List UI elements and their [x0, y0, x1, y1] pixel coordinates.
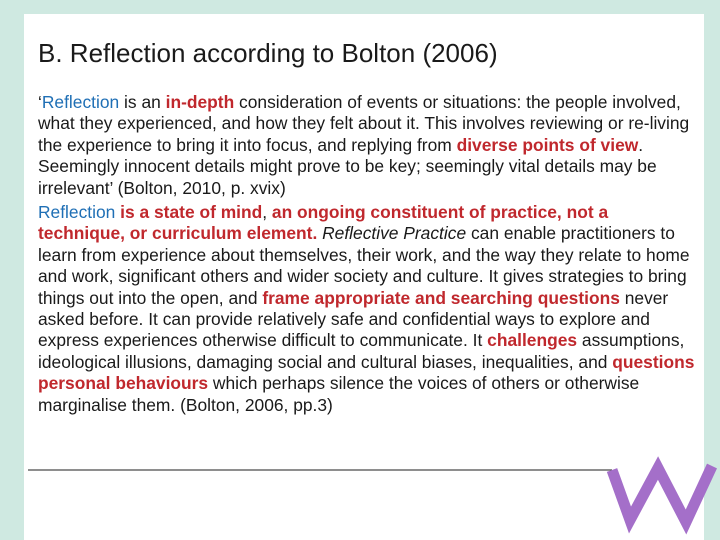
text-run: ‘ — [38, 92, 42, 112]
text-run: which perhaps silence the voices of others or otherwise marginalise them. (Bolton, 2006, pp.3) — [38, 373, 640, 415]
text-run: challenges — [487, 330, 578, 351]
text-run: in-depth — [165, 92, 235, 112]
text-run: frame appropriate and searching questions — [262, 287, 620, 308]
text-run: assumptions, ideological illusions, damaging social and cultural biases, inequalities, and — [38, 330, 685, 372]
text-run: can enable practitioners to learn from experience about themselves, their work, and the way they relate to home and work, significant others and wider society and culture. It gives strategies to bring things out into the open, and — [38, 223, 690, 308]
text-run: consideration of events or situations: the people involved, what they experienced, and how they felt about it. This involves reviewing or re-living the experience to bring it into focus, and replying from — [38, 92, 690, 155]
text-run: Reflective Practice — [322, 223, 467, 244]
text-run: , — [262, 202, 272, 223]
text-run: is an — [119, 92, 166, 112]
text-run: Reflection — [38, 202, 116, 223]
text-run: is a state of mind — [115, 202, 263, 223]
text-run: diverse points of view — [456, 134, 639, 155]
logo-zigzag — [612, 466, 712, 522]
text-run: . Seemingly innocent details might prove to be key; seemingly vital details may be irrelevant’ (Bolton, 2010, p. xvix) — [38, 134, 657, 198]
text-run: questions personal behaviours — [38, 351, 695, 394]
text-run: never asked before. It can provide relatively safe and confidential ways to explore and express experiences otherwise difficult to communicate. It — [38, 287, 669, 351]
slide-title: B. Reflection according to Bolton (2006) — [38, 38, 498, 68]
text-run: Reflection — [41, 92, 120, 112]
text-run: an ongoing constituent of practice, not a technique, or curriculum element. — [38, 202, 609, 244]
